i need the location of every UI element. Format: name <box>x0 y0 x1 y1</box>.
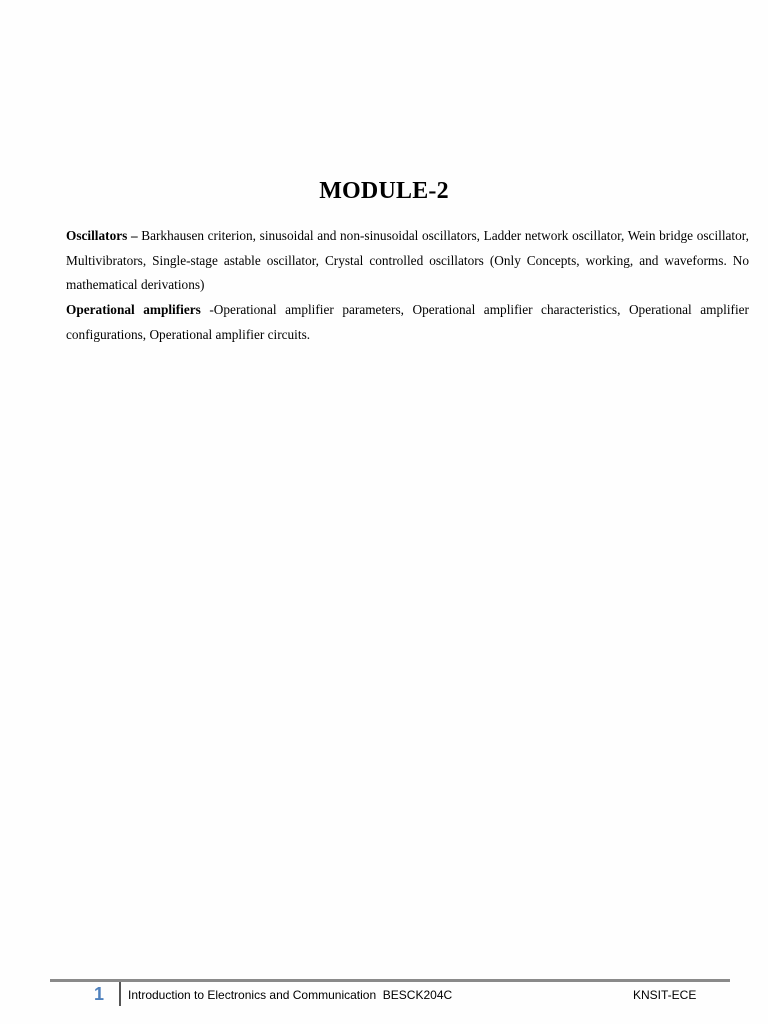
op-amps-heading: Operational amplifiers <box>66 302 210 318</box>
op-amps-topics: -Operational amplifier parameters, Operational amplifier characteristics, Operational amplifier configurations, Operational amplifier circuits. <box>66 302 749 342</box>
paragraph-oscillators <box>66 224 749 298</box>
page-number: 1 <box>93 984 104 1004</box>
footer-rule <box>50 979 730 982</box>
page-title: MODULE-2 <box>319 178 449 204</box>
paragraph-op-amps <box>66 298 749 347</box>
footer-course-title: Introduction to Electronics and Communication BESCK204C <box>128 988 453 1002</box>
oscillators-topics: Barkhausen criterion, sinusoidal and non-sinusoidal oscillators, Ladder network oscillator, Wein bridge oscillator, Multivibrators, Single-stage astable oscillator, Crystal controlled oscillators (Only Concepts, working, and waveforms. No mathematical derivations) <box>66 228 749 293</box>
footer-divider <box>119 982 121 1006</box>
oscillators-heading: Oscillators – <box>66 228 142 243</box>
footer-department: KNSIT-ECE <box>633 988 697 1002</box>
syllabus-content <box>66 224 749 348</box>
